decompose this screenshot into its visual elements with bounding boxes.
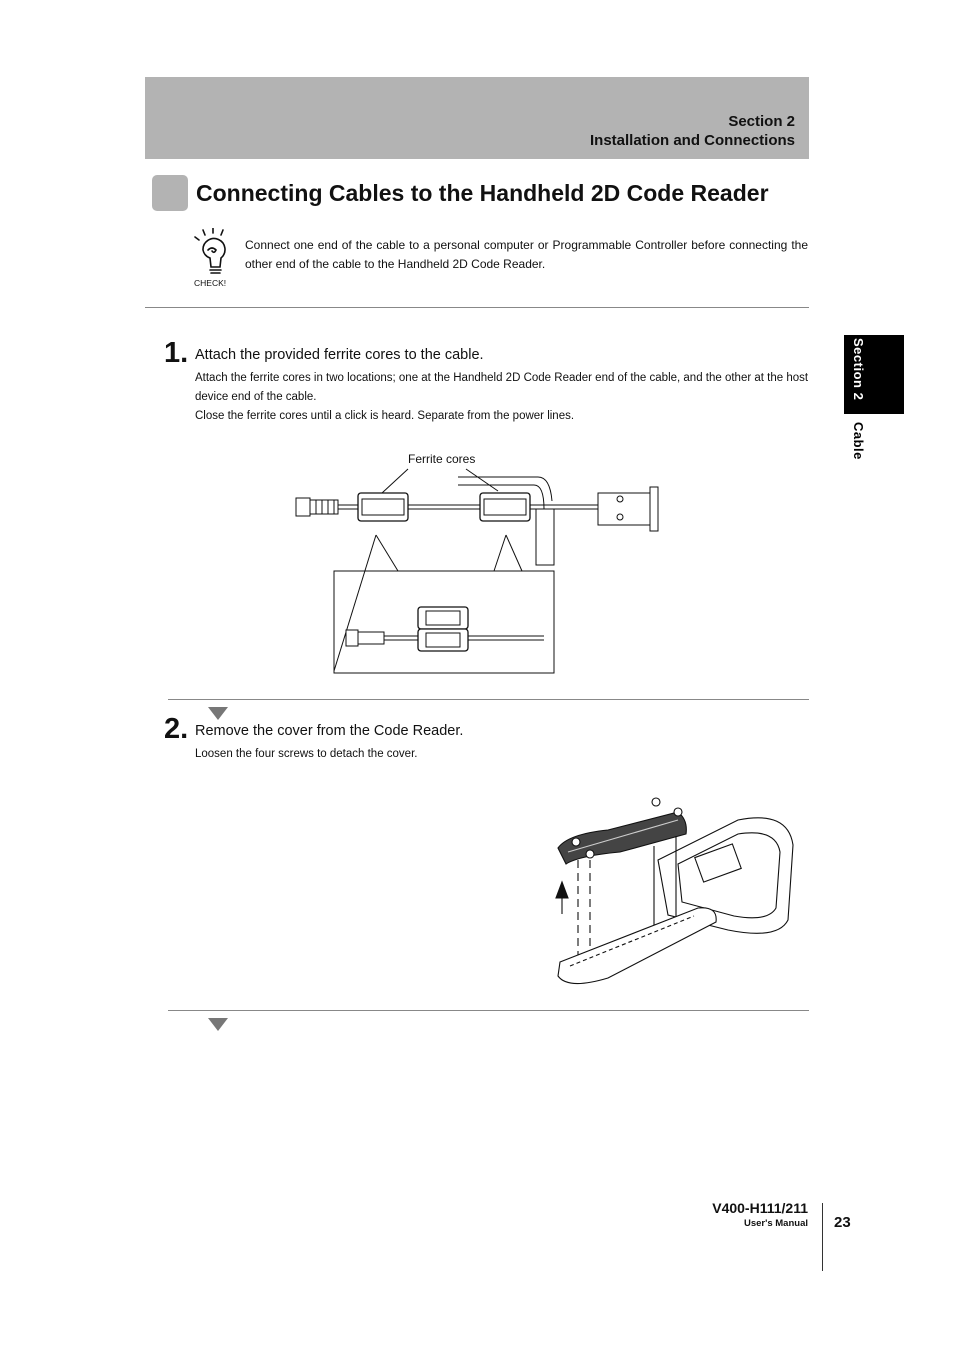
side-tab-section: Section 2	[851, 338, 866, 401]
section-heading	[590, 112, 795, 150]
divider	[145, 307, 809, 308]
divider	[168, 699, 809, 700]
footer-model: V400-H111/211	[712, 1200, 808, 1216]
step-1-description: Attach the ferrite cores in two locations; one at the Handheld 2D Code Reader end of the cable, and the other at the host device end of the cable.	[195, 372, 809, 403]
section-name: Installation and Connections	[589, 132, 795, 149]
divider	[168, 1010, 809, 1011]
footer-manual: User's Manual	[743, 1218, 808, 1229]
figure-label-ferrite-cores: Ferrite cores	[408, 452, 476, 466]
title-marker	[152, 175, 188, 211]
section-number: Section 2	[728, 113, 795, 130]
step-1-description-2: Close the ferrite cores until a click is heard. Separate from the power lines.	[195, 410, 575, 422]
step-2-description: Loosen the four screws to detach the cover.	[195, 748, 418, 760]
page-title: Connecting Cables to the Handheld 2D Code Reader	[196, 180, 769, 206]
down-triangle-icon	[208, 1018, 228, 1031]
step-1-title: Attach the provided ferrite cores to the cable.	[195, 347, 484, 363]
side-tab-topic: Cable	[851, 422, 866, 460]
section-header	[145, 77, 809, 159]
down-triangle-icon	[208, 707, 228, 720]
step-2-title: Remove the cover from the Code Reader.	[195, 723, 464, 739]
footer-divider	[822, 1203, 823, 1271]
check-label: CHECK!	[194, 278, 227, 288]
step-1-number: 1.	[164, 337, 189, 369]
step-2-number: 2.	[164, 713, 189, 745]
code-reader-cover-illustration	[548, 790, 808, 990]
ferrite-core-illustration	[290, 445, 670, 680]
check-note: Connect one end of the cable to a personal computer or Programmable Controller before connecting the other end of the cable to the Handheld 2D Code Reader.	[245, 238, 808, 271]
check-lightbulb-icon	[193, 228, 237, 290]
page-number: 23	[834, 1214, 851, 1231]
